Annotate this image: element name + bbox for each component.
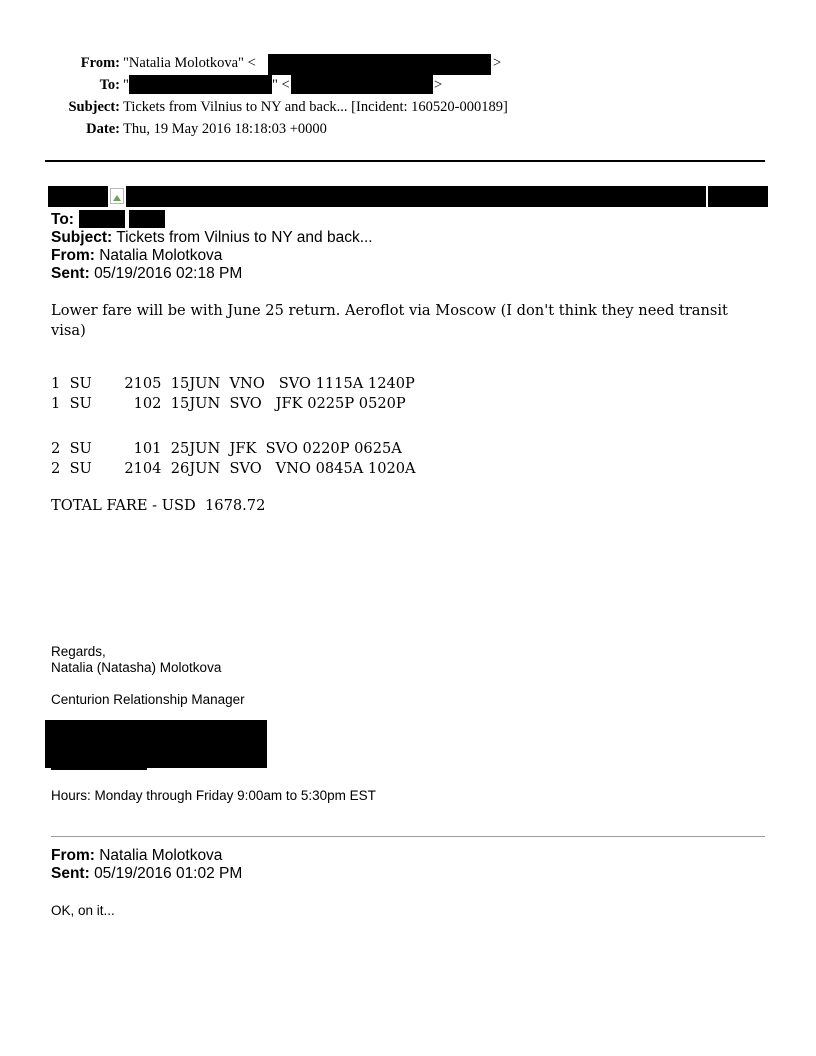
redaction-to-name <box>129 75 272 94</box>
itinerary-segment-2: 1 SU 102 15JUN SVO JFK 0225P 0520P <box>51 395 406 412</box>
broken-image-icon <box>110 188 124 204</box>
redaction-banner-left <box>48 186 108 207</box>
earlier-from-row <box>51 847 222 865</box>
message-body-line-2: visa) <box>51 322 86 339</box>
message-sent-value: 05/19/2016 02:18 PM <box>94 265 243 282</box>
message-divider <box>51 836 765 837</box>
message-sent-row <box>51 265 242 283</box>
itinerary-segment-3: 2 SU 101 25JUN JFK SVO 0220P 0625A <box>51 440 402 457</box>
header-subject-value: Tickets from Vilnius to NY and back... [Incident: 160520-000189] <box>123 99 508 115</box>
header-date-value: Thu, 19 May 2016 18:18:03 +0000 <box>123 121 327 137</box>
itinerary-segment-4: 2 SU 2104 26JUN SVO VNO 0845A 1020A <box>51 460 416 477</box>
header-from-value: "Natalia Molotkova" < <box>123 55 256 71</box>
message-body-line-1: Lower fare will be with June 25 return. Aeroflot via Moscow (I don't think they need transit <box>51 302 728 319</box>
signature-name: Natalia (Natasha) Molotkova <box>51 660 222 675</box>
redaction-signature-block <box>45 720 267 768</box>
total-fare: TOTAL FARE - USD 1678.72 <box>51 497 266 514</box>
message-from-label: From: <box>51 247 95 264</box>
message-from-value: Natalia Molotkova <box>99 247 223 264</box>
message-subject-row <box>51 229 373 247</box>
header-to-close: > <box>434 77 443 93</box>
closing: Regards, <box>51 644 106 659</box>
header-date-label: Date: <box>86 121 120 137</box>
message-from-row <box>51 247 222 265</box>
redaction-message-to-2 <box>129 210 165 228</box>
message-to-label: To: <box>51 211 74 228</box>
earlier-sent-row <box>51 865 242 883</box>
header-divider <box>45 160 765 162</box>
itinerary-segment-1: 1 SU 2105 15JUN VNO SVO 1115A 1240P <box>51 375 415 392</box>
header-subject-row <box>0 98 700 116</box>
earlier-body: OK, on it... <box>51 903 115 918</box>
earlier-from-value: Natalia Molotkova <box>99 847 223 864</box>
message-subject-label: Subject: <box>51 229 113 246</box>
redaction-message-to-1 <box>79 210 125 228</box>
header-from-close: > <box>493 55 502 71</box>
header-to-open: " <box>123 77 129 93</box>
earlier-from-label: From: <box>51 847 95 864</box>
message-to-row <box>51 211 74 229</box>
header-date-row <box>0 120 500 138</box>
header-to-mid: " < <box>272 77 290 93</box>
redaction-signature-tail <box>51 766 147 770</box>
header-from-label: From: <box>80 55 120 71</box>
redaction-banner-right <box>708 186 768 207</box>
redaction-from-email <box>268 54 491 75</box>
signature-title: Centurion Relationship Manager <box>51 692 245 707</box>
message-sent-label: Sent: <box>51 265 90 282</box>
message-body <box>51 301 767 341</box>
redaction-banner-main <box>126 186 706 207</box>
earlier-sent-label: Sent: <box>51 865 90 882</box>
redaction-to-email <box>291 75 433 94</box>
earlier-sent-value: 05/19/2016 01:02 PM <box>94 865 243 882</box>
header-subject-label: Subject: <box>68 99 120 115</box>
hours: Hours: Monday through Friday 9:00am to 5:30pm EST <box>51 788 376 803</box>
header-to-label: To: <box>99 77 120 93</box>
message-subject-value: Tickets from Vilnius to NY and back... <box>116 229 373 246</box>
